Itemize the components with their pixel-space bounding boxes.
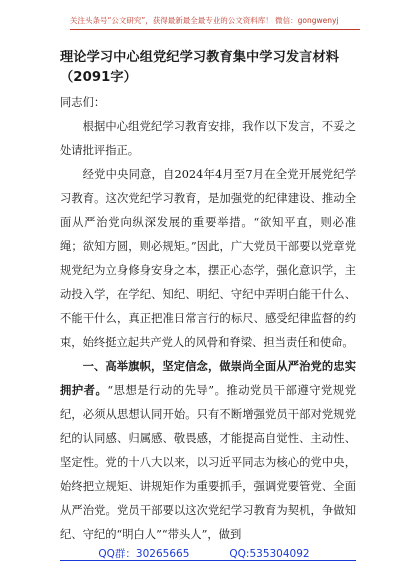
footer-qq-group: QQ群：30265665 — [98, 548, 190, 560]
section-1-heading: 一、高举旗帜，坚定信念，做崇尚全面从严治党的忠实拥护者。 — [60, 360, 356, 397]
footer-qq: QQ:535304092 — [229, 548, 310, 560]
paragraph-background: 经党中央同意，自2024年4月至7月在全党开展党纪学习教育。这次党纪学习教育，是加强党的纪律建设、推动全面从严治党向纵深发展的重要举措。“欲知平直，则必准绳；欲知方圆，则必规矩。”因此，广大党员干部要以党章党规党纪为立身修身安身之本，摆正心态学，强化意识学，主动投入学，在学纪、知纪、明纪、守纪中弄明白能干什么、不能干什么，真正把准日常言行的标尺、感受纪律监督的约束，始终挺立起共产党人的风骨和脊梁、担当责任和使命。 — [60, 168, 356, 349]
salutation: 同志们： — [60, 96, 106, 109]
document-body — [60, 48, 356, 547]
header-banner: 关注头条号“公文研究”，获得最新最全最专业的公文资料库！ 微信：gongwenyj — [70, 16, 339, 25]
section-1-body: “思想是行动的先导”。推动党员干部遵守党规党纪，必须从思想认同开始。只有不断增强党员干部对党规党纪的认同感、归属感、敬畏感，才能提高自觉性、主动性、坚定性。党的十八大以来，以习近平同志为核心的党中央，始终把立规矩、讲规矩作为重要抓手，强调党要管党、全面从严治党。党员干部要以这次党纪学习教育为契机，争做知纪、守纪的“明白人”“带头人”，做到 — [60, 384, 356, 541]
header-divider — [70, 29, 360, 30]
paragraph-intro: 根据中心组党纪学习教育安排，我作以下发言，不妥之处请批评指正。 — [60, 120, 356, 157]
paragraph-section-1 — [60, 355, 356, 547]
footer-contact — [0, 546, 408, 561]
footer-divider — [60, 560, 356, 561]
document-title: 理论学习中心组党纪学习教育集中学习发言材料（2091字） — [60, 50, 340, 85]
